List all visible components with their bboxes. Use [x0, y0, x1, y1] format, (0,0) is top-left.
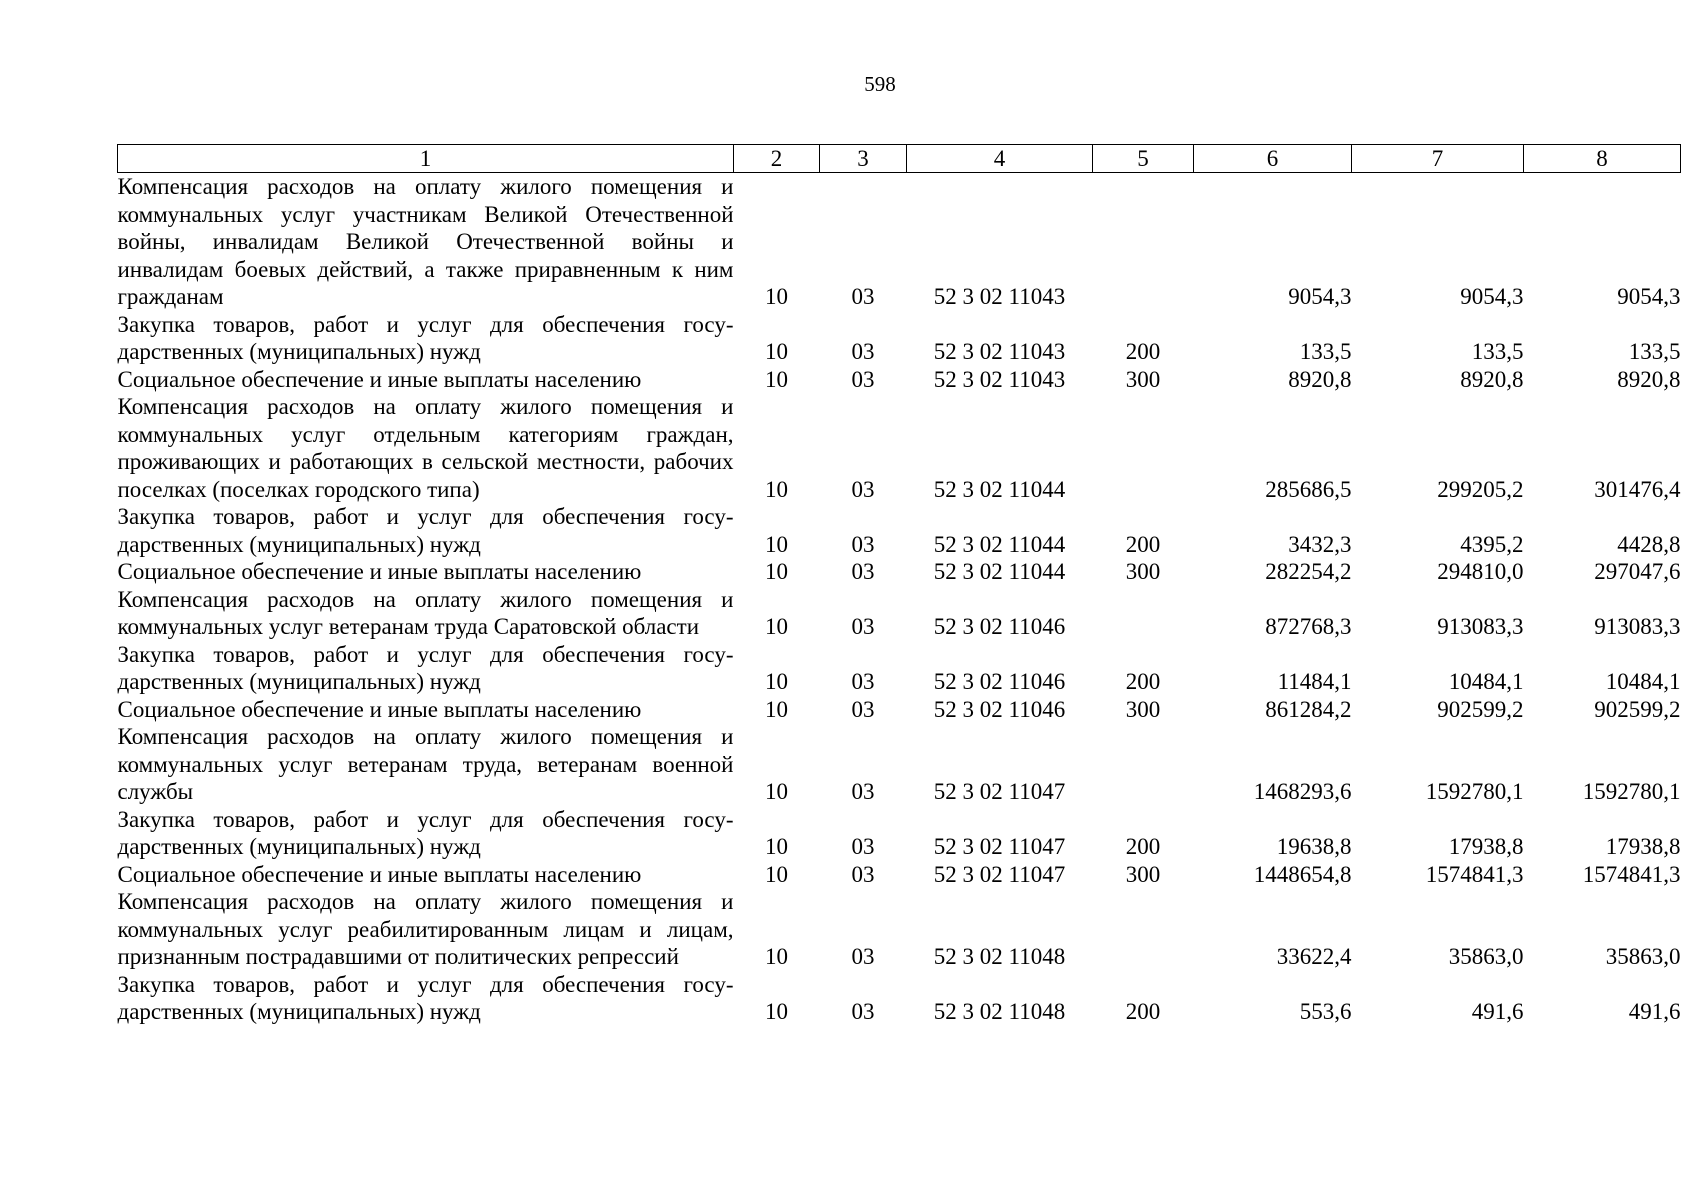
amount-col-6: 861284,2 — [1265, 696, 1352, 722]
target-article-code: 52 3 02 11048 — [933, 944, 1066, 969]
row-description: Закупка товаров, работ и услуг для обеспечения государственных (муниципальных) нужд — [117, 971, 734, 1024]
table-row — [118, 393, 1681, 503]
expense-type-code: 300 — [1125, 559, 1161, 584]
column-header: 4 — [907, 145, 1093, 173]
section-code: 10 — [765, 614, 788, 639]
expense-type-code: 200 — [1125, 531, 1161, 557]
subsection-code: 03 — [851, 779, 875, 804]
amount-col-8: 1592780,1 — [1582, 779, 1681, 804]
row-description: Закупка товаров, работ и услуг для обеспечения государственных (муниципальных) нужд — [117, 504, 734, 557]
table-row — [118, 173, 1681, 311]
table-row — [118, 503, 1681, 558]
table-row — [118, 641, 1681, 696]
section-code: 10 — [765, 669, 788, 694]
target-article-code: 52 3 02 11044 — [933, 531, 1066, 557]
amount-col-6: 553,6 — [1299, 999, 1352, 1024]
subsection-code: 03 — [851, 476, 875, 502]
expense-type-code: 300 — [1125, 861, 1161, 887]
amount-col-7: 35863,0 — [1448, 944, 1524, 969]
amount-col-7: 10484,1 — [1448, 669, 1524, 694]
amount-col-7: 9054,3 — [1460, 284, 1524, 309]
target-article-code: 52 3 02 11043 — [933, 339, 1066, 364]
section-code: 10 — [765, 366, 788, 392]
amount-col-6: 8920,8 — [1288, 366, 1352, 392]
section-code: 10 — [765, 696, 788, 722]
row-description: Компенсация расходов на оплату жилого помещения и коммунальных услуг реабилитированным лицам и лицам, признанным пострадавшими от политических репрессий — [117, 889, 734, 969]
row-description: Закупка товаров, работ и услуг для обеспечения государственных (муниципальных) нужд — [117, 806, 734, 859]
amount-col-7: 294810,0 — [1437, 559, 1524, 584]
amount-col-8: 17938,8 — [1605, 834, 1681, 859]
target-article-code: 52 3 02 11043 — [933, 366, 1066, 392]
subsection-code: 03 — [851, 669, 875, 694]
expense-type-code: 300 — [1125, 366, 1161, 392]
target-article-code: 52 3 02 11047 — [933, 861, 1066, 887]
amount-col-8: 35863,0 — [1605, 944, 1681, 969]
amount-col-7: 491,6 — [1471, 999, 1524, 1024]
expense-type-code — [1093, 586, 1194, 641]
column-header: 1 — [118, 145, 734, 173]
row-description: Компенсация расходов на оплату жилого помещения и коммунальных услуг ветеранам труда, ветеранам военной службы — [117, 724, 734, 804]
amount-col-7: 299205,2 — [1437, 476, 1524, 502]
expense-type-code — [1093, 888, 1194, 971]
subsection-code: 03 — [851, 614, 875, 639]
table-row — [118, 971, 1681, 1026]
amount-col-6: 33622,4 — [1276, 944, 1352, 969]
section-code: 10 — [765, 284, 788, 309]
amount-col-8: 4428,8 — [1617, 531, 1681, 557]
amount-col-7: 902599,2 — [1437, 696, 1524, 722]
expense-type-code: 200 — [1125, 669, 1161, 694]
budget-table — [117, 144, 1681, 1026]
subsection-code: 03 — [851, 696, 875, 722]
amount-col-6: 1468293,6 — [1253, 779, 1352, 804]
expense-type-code — [1093, 723, 1194, 806]
amount-col-6: 9054,3 — [1288, 284, 1352, 309]
table-row — [118, 806, 1681, 861]
target-article-code: 52 3 02 11044 — [933, 559, 1066, 584]
row-description: Социальное обеспечение и иные выплаты населению — [117, 861, 642, 887]
amount-col-6: 1448654,8 — [1253, 861, 1352, 887]
column-header: 3 — [820, 145, 907, 173]
subsection-code: 03 — [851, 339, 875, 364]
target-article-code: 52 3 02 11046 — [933, 696, 1066, 722]
column-header: 7 — [1352, 145, 1524, 173]
row-description: Компенсация расходов на оплату жилого помещения и коммунальных услуг отдельным категориям граждан, проживающих и работающих в сельской местности, рабочих поселках (поселках городского типа) — [117, 394, 734, 502]
row-description: Социальное обеспечение и иные выплаты населению — [117, 366, 642, 392]
column-header: 6 — [1194, 145, 1352, 173]
section-code: 10 — [765, 999, 788, 1024]
subsection-code: 03 — [851, 999, 875, 1024]
amount-col-6: 11484,1 — [1277, 669, 1352, 694]
row-description: Социальное обеспечение и иные выплаты населению — [117, 696, 642, 722]
expense-type-code: 200 — [1125, 834, 1161, 859]
target-article-code: 52 3 02 11046 — [933, 669, 1066, 694]
amount-col-7: 133,5 — [1471, 339, 1524, 364]
amount-col-8: 913083,3 — [1594, 614, 1681, 639]
section-code: 10 — [765, 861, 788, 887]
target-article-code: 52 3 02 11047 — [933, 779, 1066, 804]
table-row — [118, 558, 1681, 586]
row-description: Закупка товаров, работ и услуг для обеспечения государственных (муниципальных) нужд — [117, 641, 734, 694]
amount-col-7: 17938,8 — [1448, 834, 1524, 859]
section-code: 10 — [765, 944, 788, 969]
target-article-code: 52 3 02 11046 — [933, 614, 1066, 639]
subsection-code: 03 — [851, 284, 875, 309]
amount-col-7: 1574841,3 — [1425, 861, 1524, 887]
section-code: 10 — [765, 476, 788, 502]
amount-col-7: 913083,3 — [1437, 614, 1524, 639]
subsection-code: 03 — [851, 861, 875, 887]
row-description: Закупка товаров, работ и услуг для обеспечения государственных (муниципальных) нужд — [117, 311, 734, 364]
column-header: 5 — [1093, 145, 1194, 173]
row-description: Компенсация расходов на оплату жилого помещения и коммунальных услуг участникам Великой Отечественной войны, инвалидам Великой Отечественной войны и инвалидам боевых действий, а также приравненным к ним гражданам — [117, 174, 734, 309]
table-body — [118, 173, 1681, 1026]
amount-col-8: 297047,6 — [1594, 559, 1681, 584]
section-code: 10 — [765, 779, 788, 804]
section-code: 10 — [765, 531, 788, 557]
amount-col-8: 491,6 — [1628, 999, 1681, 1024]
amount-col-8: 9054,3 — [1617, 284, 1681, 309]
subsection-code: 03 — [851, 531, 875, 557]
amount-col-7: 1592780,1 — [1425, 779, 1524, 804]
table-row — [118, 861, 1681, 889]
column-header: 2 — [734, 145, 820, 173]
amount-col-6: 872768,3 — [1265, 614, 1352, 639]
amount-col-7: 4395,2 — [1460, 531, 1524, 557]
expense-type-code: 200 — [1125, 999, 1161, 1024]
target-article-code: 52 3 02 11044 — [933, 476, 1066, 502]
subsection-code: 03 — [851, 559, 875, 584]
target-article-code: 52 3 02 11043 — [933, 284, 1066, 309]
page-number: 598 — [864, 72, 896, 96]
table-row — [118, 366, 1681, 394]
amount-col-8: 301476,4 — [1594, 476, 1681, 502]
target-article-code: 52 3 02 11048 — [933, 999, 1066, 1024]
expense-type-code — [1093, 393, 1194, 503]
amount-col-6: 285686,5 — [1265, 476, 1352, 502]
amount-col-8: 133,5 — [1628, 339, 1681, 364]
table-row — [118, 311, 1681, 366]
expense-type-code: 200 — [1125, 339, 1161, 364]
row-description: Компенсация расходов на оплату жилого помещения и коммунальных услуг ветеранам труда Саратовской области — [117, 586, 734, 639]
section-code: 10 — [765, 559, 788, 584]
amount-col-6: 3432,3 — [1288, 531, 1352, 557]
amount-col-8: 8920,8 — [1617, 366, 1681, 392]
table-row — [118, 723, 1681, 806]
expense-type-code: 300 — [1125, 696, 1161, 722]
subsection-code: 03 — [851, 366, 875, 392]
row-description: Социальное обеспечение и иные выплаты населению — [117, 559, 642, 584]
amount-col-7: 8920,8 — [1460, 366, 1524, 392]
amount-col-8: 1574841,3 — [1582, 861, 1681, 887]
subsection-code: 03 — [851, 834, 875, 859]
amount-col-8: 10484,1 — [1605, 669, 1681, 694]
section-code: 10 — [765, 339, 788, 364]
table-row — [118, 696, 1681, 724]
amount-col-6: 282254,2 — [1265, 559, 1352, 584]
amount-col-6: 19638,8 — [1276, 834, 1352, 859]
amount-col-6: 133,5 — [1299, 339, 1352, 364]
expense-type-code — [1093, 173, 1194, 311]
table-row — [118, 586, 1681, 641]
table-row — [118, 888, 1681, 971]
column-header: 8 — [1524, 145, 1681, 173]
section-code: 10 — [765, 834, 788, 859]
subsection-code: 03 — [851, 944, 875, 969]
column-number-row — [118, 145, 1681, 173]
target-article-code: 52 3 02 11047 — [933, 834, 1066, 859]
amount-col-8: 902599,2 — [1594, 696, 1681, 722]
